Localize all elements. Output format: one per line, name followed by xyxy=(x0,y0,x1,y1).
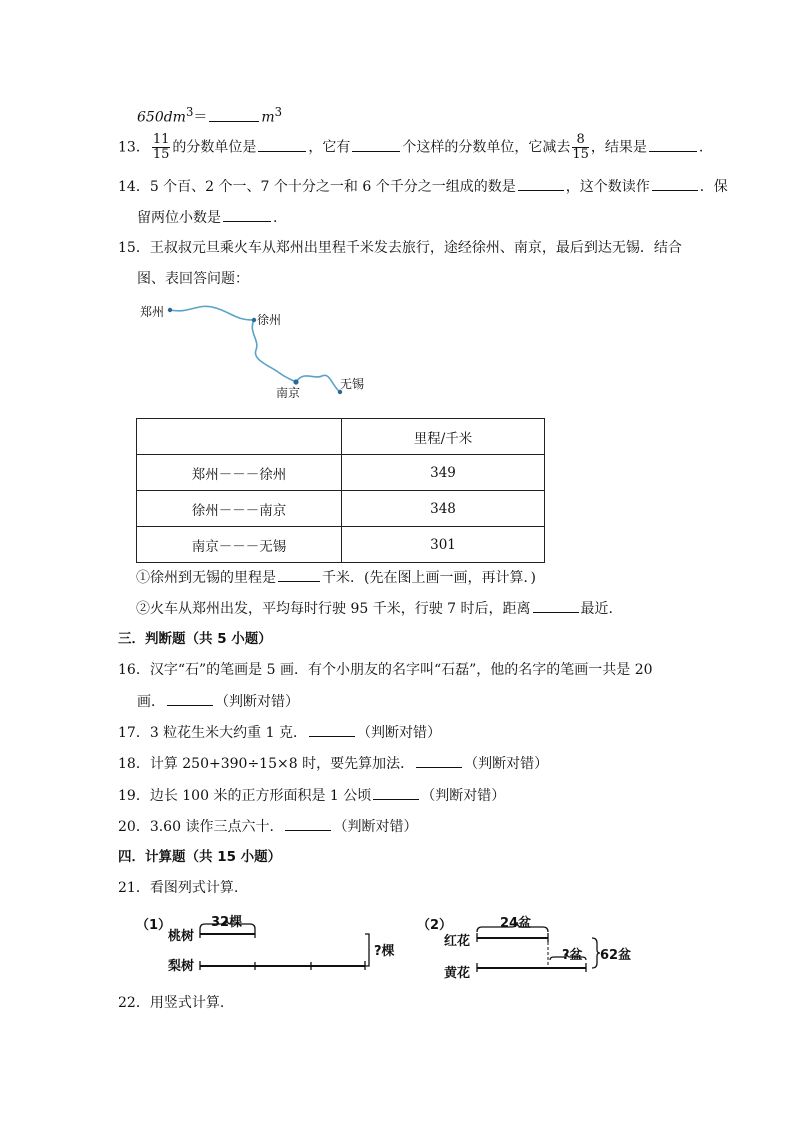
q16-blank[interactable] xyxy=(167,691,213,706)
q12-left: 650dm xyxy=(137,109,186,126)
question-14 xyxy=(118,176,728,197)
q13-fraction-2: $\frac{8}{15}$ xyxy=(572,132,589,162)
table-cell-km: 349 xyxy=(342,455,545,491)
q15-number: 15． xyxy=(118,240,150,256)
q13-text-3: 个这样的分数单位，它减去 xyxy=(402,139,571,156)
q18-number: 18． xyxy=(118,756,150,772)
q22-number: 22． xyxy=(118,995,150,1011)
q15-sub-2 xyxy=(136,598,613,619)
diagram-1-pear-label: 梨树 xyxy=(168,959,195,974)
q18-judge: （判断对错） xyxy=(464,756,549,772)
q16-line-1: 汉字“石”的笔画是 5 画．有个小朋友的名字叫“石磊”，他的名字的笔画一共是 20 xyxy=(149,662,653,678)
q18-blank[interactable] xyxy=(416,753,462,768)
route-xuzhou-nanjing xyxy=(252,320,296,382)
route-zhengzhou-xuzhou xyxy=(170,306,254,320)
q20-blank[interactable] xyxy=(285,816,331,831)
question-21 xyxy=(118,878,238,898)
diagram-1-label: （1） xyxy=(136,918,172,933)
q14-text-5: . xyxy=(273,210,278,226)
diagram-2-total-label: 62盆 xyxy=(600,948,632,963)
section-4-heading: 四．计算题（共 15 小题） xyxy=(118,849,282,865)
q19-number: 19． xyxy=(118,788,150,804)
q22-text: 用竖式计算. xyxy=(149,995,225,1011)
q15-sub-2-text: ②火车从郑州出发，平均每时行驶 95 千米，行驶 7 时后，距离 xyxy=(136,601,531,617)
q17-text: 3 粒花生米大约重 1 克． xyxy=(149,725,307,741)
xuzhou-dot xyxy=(252,318,256,322)
diagram-1-top-brace xyxy=(200,920,255,929)
q14-blank-1[interactable] xyxy=(518,176,564,191)
q15-sub-2-blank[interactable] xyxy=(533,598,579,613)
diagram-2-part-brace xyxy=(550,954,586,960)
q14-number: 14． xyxy=(118,179,150,195)
q12-unit-sup: 3 xyxy=(274,105,283,119)
q14-text-3: ．保 xyxy=(699,179,728,195)
q13-fraction-1: $\frac{11}{15}$ xyxy=(152,132,170,162)
map-label-zhengzhou: 郑州 xyxy=(140,305,165,319)
question-13 xyxy=(118,133,703,162)
table-cell-route: 南京－－－无锡 xyxy=(137,527,342,563)
q13-text-2: ，它有 xyxy=(308,139,351,156)
diagram-2-top-brace xyxy=(477,922,548,932)
q14-text-1: 5 个百、2 个一、7 个十分之一和 6 个千分之一组成的数是 xyxy=(149,179,516,195)
table-header-empty xyxy=(137,419,342,455)
map-label-nanjing: 南京 xyxy=(276,386,301,400)
q20-judge: （判断对错） xyxy=(333,819,418,835)
diagram-1-peach-label: 桃树 xyxy=(168,929,195,944)
q14-text-2: ，这个数读作 xyxy=(565,179,650,195)
table-header-row xyxy=(137,419,545,455)
q16-judge: （判断对错） xyxy=(215,694,299,710)
q20-number: 20． xyxy=(118,819,150,835)
q14-text-4: 留两位小数是 xyxy=(137,210,221,226)
q13-blank-2[interactable] xyxy=(352,137,400,152)
q12-tail xyxy=(137,102,282,128)
question-15-line-2: 图、表回答问题： xyxy=(137,271,249,287)
q12-sup: 3 xyxy=(185,105,194,119)
q14-blank-2[interactable] xyxy=(652,176,698,191)
q17-number: 17． xyxy=(118,725,150,741)
table-header-km: 里程/千米 xyxy=(342,419,545,455)
diagram-2-red-label: 红花 xyxy=(444,934,471,949)
q15-sub-1-text: ①徐州到无锡的里程是 xyxy=(136,570,276,586)
table-cell-route: 徐州－－－南京 xyxy=(137,491,342,527)
table-row xyxy=(137,455,545,491)
table-cell-route: 郑州－－－徐州 xyxy=(137,455,342,491)
map-label-wuxi: 无锡 xyxy=(340,377,365,391)
q12-blank[interactable] xyxy=(209,107,259,122)
q15-sub-1-text-2: 千米．(先在图上画一画，再计算．) xyxy=(322,570,536,586)
diagram-2-part-label: ?盆 xyxy=(562,948,583,963)
diagram-1-total-label: ?棵 xyxy=(374,944,395,959)
q12-unit: m xyxy=(261,109,275,126)
section-3-heading: 三．判断题（共 5 小题） xyxy=(118,631,272,647)
q16-text-2: 画． xyxy=(137,694,165,710)
q18-text: 计算 250+390÷15×8 时，要先算加法． xyxy=(149,756,415,772)
question-22 xyxy=(118,993,224,1013)
diagram-2-bars xyxy=(472,922,602,974)
diagram-1-bars xyxy=(195,920,375,972)
diagram-2-yellow-label: 黄花 xyxy=(444,966,471,981)
q19-text: 边长 100 米的正方形面积是 1 公顷 xyxy=(149,788,372,804)
diagram-2-top-label: 24盆 xyxy=(500,916,532,931)
table-row xyxy=(137,491,545,527)
q13-blank-3[interactable] xyxy=(649,137,697,152)
question-19 xyxy=(118,785,505,806)
q20-text: 3.60 读作三点六十． xyxy=(149,819,284,835)
question-17 xyxy=(118,722,441,743)
q19-blank[interactable] xyxy=(373,785,419,800)
q15-line-1: 王叔叔元旦乘火车从郑州出里程千米发去旅行，途经徐州、南京，最后到达无锡．结合 xyxy=(149,240,682,256)
table-row xyxy=(137,527,545,563)
route-nanjing-wuxi xyxy=(296,375,340,392)
q15-sub-1 xyxy=(136,567,536,588)
diagram-2-label: （2） xyxy=(417,918,453,933)
question-16-line-2 xyxy=(137,691,299,712)
q13-text-1: 的分数单位是 xyxy=(172,139,257,156)
zhengzhou-dot xyxy=(168,308,172,312)
q21-number: 21． xyxy=(118,880,150,896)
q13-text-5: . xyxy=(698,139,704,156)
diagram-1-top-label: 32棵 xyxy=(211,915,243,930)
question-20 xyxy=(118,816,417,837)
q15-sub-1-blank[interactable] xyxy=(278,567,320,582)
q13-text-4: ，结果是 xyxy=(590,139,647,156)
q21-text: 看图列式计算. xyxy=(149,880,239,896)
question-14-line-2 xyxy=(137,207,277,228)
mileage-table xyxy=(136,418,545,563)
q15-sub-2-text-2: 最近. xyxy=(580,601,613,617)
question-18 xyxy=(118,753,548,774)
diagram-2-total-brace xyxy=(592,938,600,968)
q19-judge: （判断对错） xyxy=(421,788,506,804)
q14-blank-3[interactable] xyxy=(223,207,271,222)
table-cell-km: 348 xyxy=(342,491,545,527)
map-label-xuzhou: 徐州 xyxy=(257,313,282,327)
q16-number: 16． xyxy=(118,662,150,678)
question-16 xyxy=(118,660,653,680)
table-cell-km: 301 xyxy=(342,527,545,563)
q13-number: 13． xyxy=(118,139,150,156)
q17-judge: （判断对错） xyxy=(357,725,441,741)
q12-eq: ＝ xyxy=(193,109,208,126)
q13-blank-1[interactable] xyxy=(258,137,306,152)
q17-blank[interactable] xyxy=(309,722,355,737)
question-15 xyxy=(118,238,682,258)
